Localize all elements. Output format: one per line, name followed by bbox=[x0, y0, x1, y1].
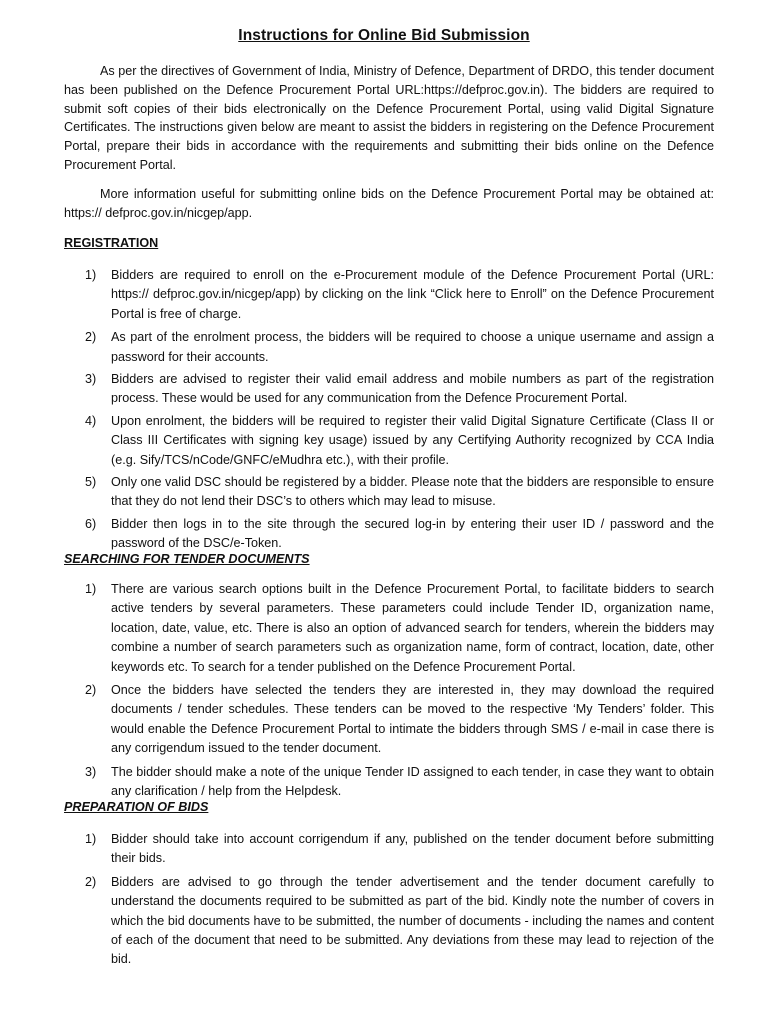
list-item-text: The bidder should make a note of the unique Tender ID assigned to each tender, in case they want to obtain any clarification / help from the Helpdesk. bbox=[111, 764, 714, 799]
list-item-text: Only one valid DSC should be registered by a bidder. Please note that the bidders are responsible to ensure that they do not lend their DSC’s to others which may lead to misuse. bbox=[111, 475, 714, 509]
list-item bbox=[64, 580, 714, 677]
list-item-number: 1) bbox=[85, 832, 97, 846]
section-heading-registration: REGISTRATION bbox=[64, 236, 159, 250]
list-item bbox=[64, 473, 714, 512]
intro-paragraph-2: More information useful for submitting online bids on the Defence Procurement Portal may be obtained at: https:// defproc.gov.in/nicgep/app. bbox=[64, 187, 714, 220]
list-item bbox=[64, 515, 714, 554]
list-item bbox=[64, 763, 714, 802]
section-heading-preparation: PREPARATION OF BIDS bbox=[64, 800, 209, 814]
list-item-number: 5) bbox=[85, 475, 97, 490]
page-title: Instructions for Online Bid Submission bbox=[238, 27, 530, 44]
preparation-list bbox=[64, 830, 714, 970]
list-item-text: Once the bidders have selected the tenders they are interested in, they may download the required documents / tender schedules. These tenders can be moved to the respective ‘My Tenders’ folder. This would enable the Defence Procurement Portal to intimate the bidders through SMS / e-mail in case there is any corrigendum issued to the tender document. bbox=[111, 683, 714, 756]
list-item bbox=[64, 873, 714, 970]
searching-list bbox=[64, 580, 714, 801]
list-item-number: 2) bbox=[85, 330, 97, 345]
section-heading-searching: SEARCHING FOR TENDER DOCUMENTS bbox=[64, 552, 310, 566]
list-item-text: Bidder should take into account corrigendum if any, published on the tender document before submitting their bids. bbox=[111, 832, 714, 866]
list-item-text: Bidders are advised to register their valid email address and mobile numbers as part of the registration process. These would be used for any communication from the Defence Procurement Portal. bbox=[111, 372, 714, 406]
list-item-number: 2) bbox=[85, 874, 97, 889]
list-item-text: Upon enrolment, the bidders will be required to register their valid Digital Signature Certificate (Class II or Class III Certificates with signing key usage) issued by any Certifying Authority recognized by CCA India (e.g. Sify/TCS/nCode/GNFC/eMudhra etc.), with their profile. bbox=[111, 413, 714, 467]
list-item-number: 1) bbox=[85, 582, 97, 596]
list-item-text: Bidders are required to enroll on the e-Procurement module of the Defence Procurement Portal (URL: https:// defproc.gov.in/nicgep/app) by clicking on the link “Click here to Enroll” on the Defence Procurement Portal is free of charge. bbox=[111, 268, 714, 321]
list-item-number: 4) bbox=[85, 413, 97, 428]
list-item-number: 2) bbox=[85, 683, 97, 698]
list-item-number: 6) bbox=[85, 516, 97, 531]
list-item bbox=[64, 266, 714, 324]
list-item bbox=[64, 370, 714, 409]
list-item-number: 3) bbox=[85, 764, 97, 779]
list-item-number: 3) bbox=[85, 372, 97, 387]
list-item-text: There are various search options built in the Defence Procurement Portal, to facilitate bidders to search active tenders by several parameters. These parameters could include Tender ID, organization name, location, date, value, etc. There is also an option of advanced search for tenders, wherein the bidders may combine a number of search parameters such as organization name, form of contract, location, date, other keywords etc. To search for a tender published on the Defence Procurement Portal. bbox=[111, 582, 714, 674]
list-item-number: 1) bbox=[85, 268, 97, 282]
intro-paragraph-1: As per the directives of Government of India, Ministry of Defence, Department of DRDO, this tender document has been published on the Defence Procurement Portal URL:https://defproc.gov.in). The bidders are required to submit soft copies of their bids electronically on the Defence Procurement Portal, using valid Digital Signature Certificates. The instructions given below are meant to assist the bidders in registering on the Defence Procurement Portal, prepare their bids in accordance with the requirements and submitting their bids online on the Defence Procurement Portal. bbox=[64, 64, 714, 172]
list-item bbox=[64, 681, 714, 759]
list-item-text: As part of the enrolment process, the bidders will be required to choose a unique username and assign a password for their accounts. bbox=[111, 330, 714, 364]
registration-list bbox=[64, 266, 714, 554]
list-item bbox=[64, 328, 714, 367]
list-item bbox=[64, 412, 714, 470]
list-item bbox=[64, 830, 714, 869]
list-item-text: Bidder then logs in to the site through the secured log-in by entering their user ID / password and the password of the DSC/e-Token. bbox=[111, 516, 714, 551]
list-item-text: Bidders are advised to go through the tender advertisement and the tender document carefully to understand the documents required to be submitted as part of the bid. Kindly note the number of covers in which the bid documents have to be submitted, the number of documents - including the names and content of each of the document that need to be submitted. Any deviations from these may lead to rejection of the bid. bbox=[111, 874, 714, 967]
